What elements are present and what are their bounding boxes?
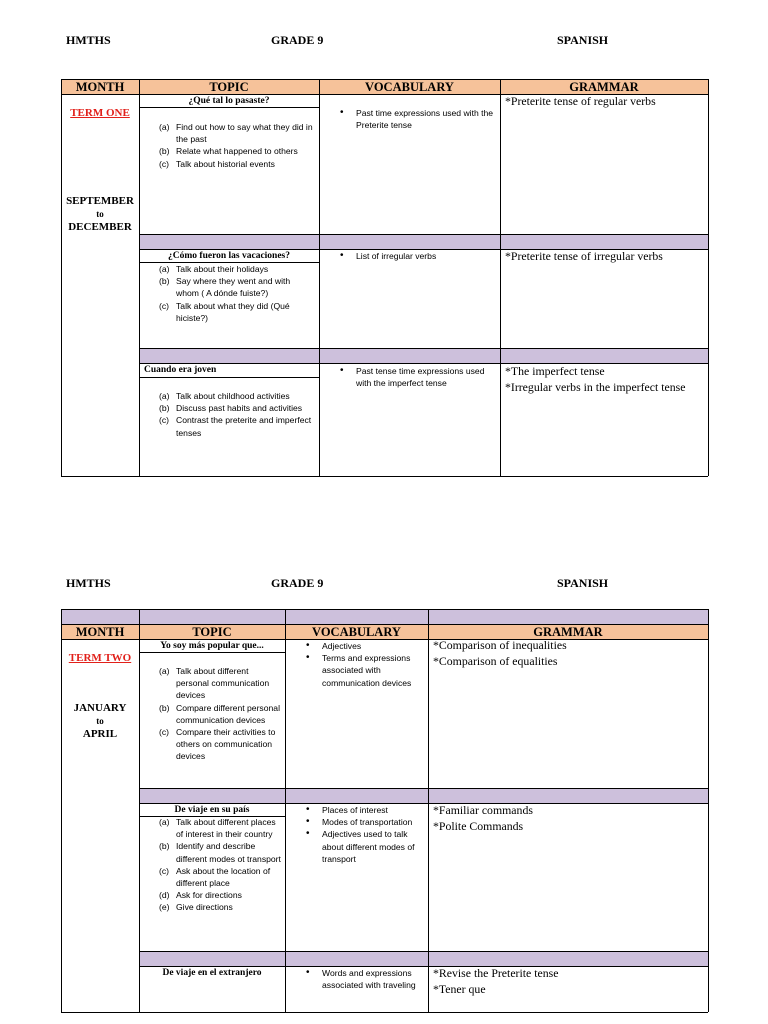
- objectives-list: [159, 263, 315, 324]
- month-to: to: [96, 209, 104, 219]
- column-header-month: MONTH: [75, 80, 125, 94]
- objective-item: (a) Talk about childhood activities: [159, 391, 290, 401]
- grammar-item: *Familiar commands: [433, 803, 533, 817]
- objective-item: (b) Identify and describe different modes ot transport: [159, 841, 281, 864]
- grammar-cell: [505, 94, 705, 110]
- grammar-item: *Tener que: [433, 981, 486, 996]
- month-end: APRIL: [82, 728, 118, 740]
- unit-title: Yo soy más popular que...: [160, 641, 264, 651]
- vocabulary-list: [340, 365, 495, 389]
- month-start: JANUARY: [73, 702, 127, 714]
- objective-item: (c) Ask about the location of different place: [159, 865, 271, 889]
- vocabulary-item: • Adjectives: [306, 640, 425, 652]
- subject-label: SPANISH: [557, 576, 609, 590]
- term-label: TERM ONE: [70, 107, 130, 119]
- vocabulary-item: • List of irregular verbs: [340, 250, 495, 262]
- objective-item: (b) Say where they went and with whom ( A dónde fuiste?): [159, 276, 291, 299]
- grammar-cell: [505, 249, 705, 265]
- vocabulary-item: • Modes of transportation: [306, 816, 425, 828]
- objective-item: (b) Relate what happened to others: [159, 146, 298, 157]
- objective-item: (d) Ask for directions: [159, 890, 242, 901]
- objective-item: (b) Discuss past habits and activities: [159, 403, 303, 414]
- grammar-item: *Preterite tense of regular verbs: [505, 94, 656, 108]
- column-header-grammar: GRAMMAR: [569, 80, 639, 94]
- unit-title: De viaje en el extranjero: [162, 968, 262, 978]
- unit-title: De viaje en su país: [174, 805, 250, 815]
- vocabulary-item: • Words and expressions associated with traveling: [306, 967, 425, 991]
- grade-label: GRADE 9: [271, 33, 324, 47]
- month-start: SEPTEMBER: [66, 195, 134, 207]
- column-header-topic: TOPIC: [209, 80, 249, 94]
- month-end: DECEMBER: [68, 221, 132, 233]
- row-separator: [139, 788, 708, 803]
- vocabulary-item: • Adjectives used to talk about different modes of transport: [306, 828, 425, 865]
- vocabulary-list: [306, 804, 425, 865]
- objective-item: (e) Give directions: [159, 902, 233, 913]
- month-range: [61, 702, 139, 741]
- school-name: HMTHS: [66, 576, 111, 590]
- column-header-vocabulary: VOCABULARY: [312, 625, 401, 639]
- grammar-item: *Comparison of inequalities: [433, 638, 567, 652]
- objective-item: (b) Compare different personal communication devices: [159, 702, 280, 725]
- row-separator: [61, 609, 708, 624]
- grammar-item: *Polite Commands: [433, 818, 524, 833]
- row-separator: [139, 348, 708, 363]
- vocabulary-list: [340, 250, 495, 262]
- grade-label: GRADE 9: [271, 576, 324, 590]
- objective-item: (a) Talk about different places of interest in their country: [159, 817, 276, 840]
- month-to: to: [96, 716, 104, 726]
- grammar-cell: [433, 966, 705, 997]
- subject-label: SPANISH: [557, 33, 609, 47]
- vocabulary-item: • Past tense time expressions used with the imperfect tense: [340, 365, 495, 389]
- objectives-list: [159, 665, 281, 763]
- column-header-grammar: GRAMMAR: [533, 625, 603, 639]
- vocabulary-list: [340, 107, 495, 131]
- objective-item: (a) Find out how to say what they did in the past: [159, 122, 313, 145]
- objective-item: (c) Contrast the preterite and imperfect tenses: [159, 415, 312, 438]
- unit-title: ¿Cómo fueron las vacaciones?: [168, 251, 290, 261]
- grammar-item: *Irregular verbs in the imperfect tense: [505, 379, 686, 394]
- grammar-cell: [505, 364, 705, 395]
- month-range: [61, 195, 139, 234]
- vocabulary-item: • Places of interest: [306, 804, 425, 816]
- term-label: TERM TWO: [68, 652, 132, 664]
- column-header-vocabulary: VOCABULARY: [365, 80, 454, 94]
- objective-item: (c) Compare their activities to others on communication devices: [159, 727, 276, 762]
- grammar-cell: [433, 803, 705, 834]
- grammar-item: *Revise the Preterite tense: [433, 966, 559, 980]
- objective-item: (a) Talk about different personal communication devices: [159, 666, 270, 701]
- column-header-month: MONTH: [75, 625, 125, 639]
- objective-item: (c) Talk about historial events: [159, 158, 275, 169]
- unit-title: Cuando era joven: [144, 365, 217, 375]
- row-separator: [139, 951, 708, 966]
- grammar-cell: [433, 638, 705, 669]
- vocabulary-list: [306, 640, 425, 689]
- unit-title: ¿Qué tal lo pasaste?: [188, 96, 270, 106]
- vocabulary-item: • Past time expressions used with the Preterite tense: [340, 107, 495, 131]
- grammar-item: *Preterite tense of irregular verbs: [505, 249, 663, 263]
- objectives-list: [159, 121, 315, 170]
- grammar-item: *The imperfect tense: [505, 364, 605, 378]
- vocabulary-list: [306, 967, 425, 991]
- school-name: HMTHS: [66, 33, 111, 47]
- objectives-list: [159, 816, 281, 914]
- vocabulary-item: • Terms and expressions associated with communication devices: [306, 652, 425, 689]
- row-separator: [139, 234, 708, 249]
- grammar-item: *Comparison of equalities: [433, 653, 558, 668]
- objective-item: (a) Talk about their holidays: [159, 264, 269, 274]
- objectives-list: [159, 390, 315, 439]
- objective-item: (c) Talk about what they did (Qué hiciste?): [159, 300, 290, 323]
- column-header-topic: TOPIC: [192, 625, 232, 639]
